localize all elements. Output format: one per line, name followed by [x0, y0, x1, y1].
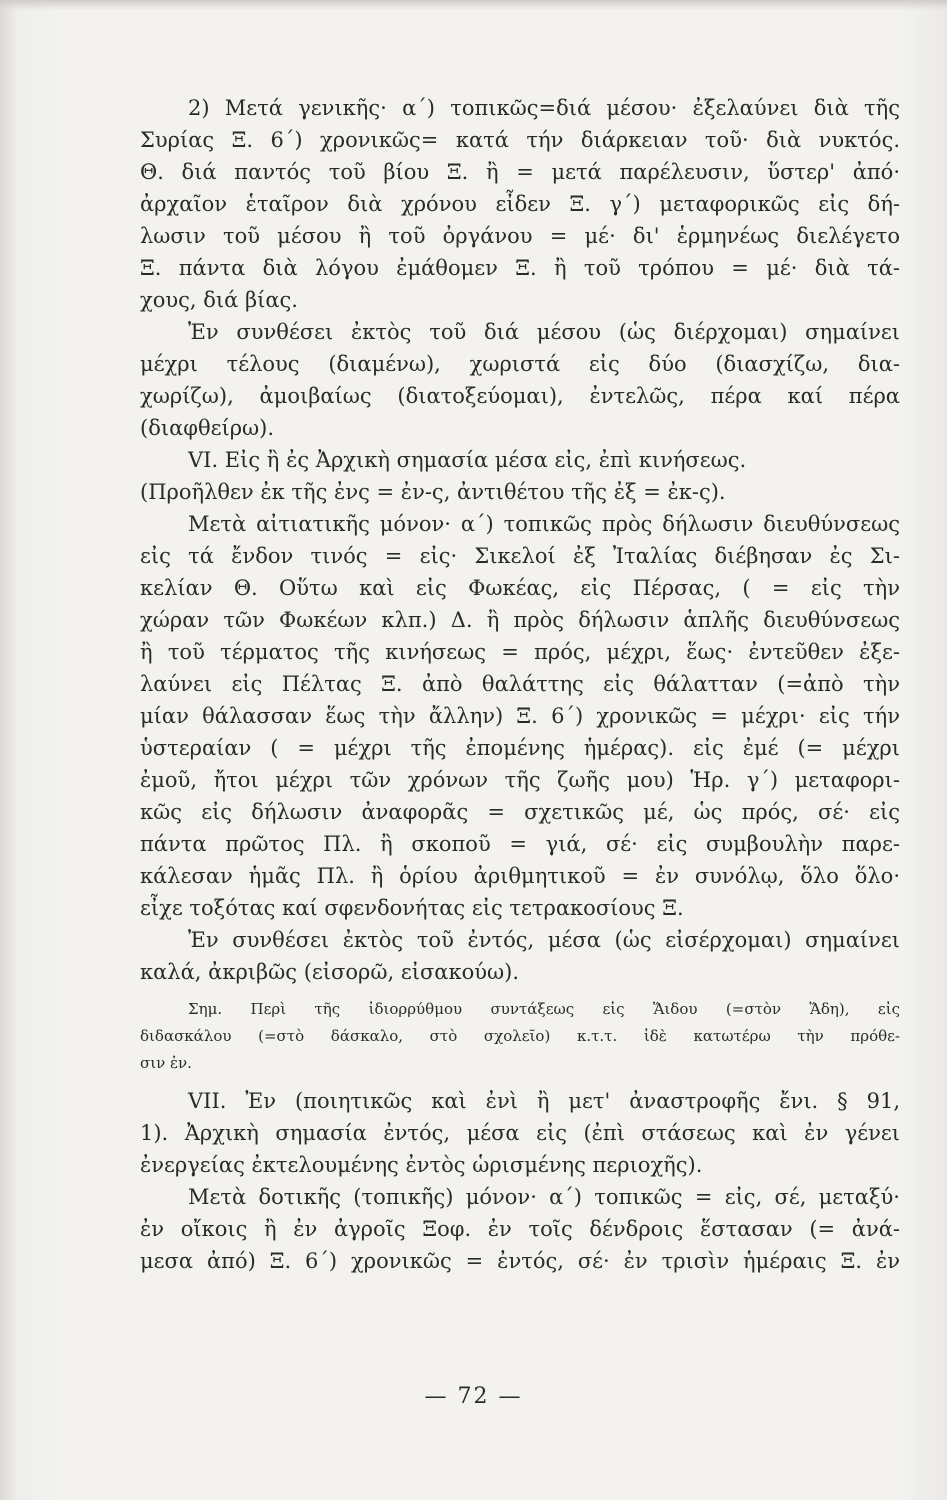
text-line: πάντα πρῶτος Πλ. ἢ σκοποῦ = γιά, σέ· εἰς συμβουλὴν παρε- [140, 832, 900, 856]
text-line: Ξ. πάντα διὰ λόγου ἐμάθομεν Ξ. ἢ τοῦ τρόπου = μέ· διὰ τά- [140, 256, 900, 280]
page-body [140, 92, 900, 1277]
text-line: λωσιν τοῦ μέσου ἢ τοῦ ὀργάνου = μέ· δι' ἑρμηνέως διελέγετο [140, 224, 900, 248]
text-line: (Προῆλθεν ἐκ τῆς ἐνς = ἐν-ς, ἀντιθέτου τῆς ἐξ = ἐκ-ς). [140, 480, 726, 504]
text-line: 1). Ἀρχικὴ σημασία ἐντός, μέσα εἰς (ἐπὶ στάσεως καὶ ἐν γένει [140, 1121, 900, 1145]
text-line: 2) Μετά γενικῆς· α΄) τοπικῶς=διά μέσου· ἐξελαύνει διὰ τῆς [188, 96, 900, 120]
text-line: μέχρι τέλους (διαμένω), χωριστά εἰς δύο (διασχίζω, δια- [140, 352, 900, 376]
text-line: κάλεσαν ἡμᾶς Πλ. ἢ ὁρίου ἀριθμητικοῦ = ἐν συνόλῳ, ὅλο ὅλο· [140, 864, 900, 888]
note-line: σιν ἐν. [140, 1054, 192, 1072]
text-line: Θ. διά παντός τοῦ βίου Ξ. ἢ = μετά παρέλευσιν, ὕστερ' ἀπό· [140, 160, 900, 184]
text-line: ἐν οἴκοις ἢ ἐν ἀγροῖς Ξοφ. ἐν τοῖς δένδροις ἕστασαν (= ἀνά- [140, 1217, 900, 1241]
page-top-edge [0, 0, 947, 10]
text-line: χώραν τῶν Φωκέων κλπ.) Δ. ἢ πρὸς δήλωσιν ἁπλῆς διευθύνσεως [140, 608, 900, 632]
text-line: ἀρχαῖον ἑταῖρον διὰ χρόνου εἶδεν Ξ. γ΄) μεταφορικῶς εἰς δή- [140, 192, 900, 216]
text-line: χους, διά βίας. [140, 288, 298, 312]
note-line: Σημ. Περὶ τῆς ἰδιορρύθμου συντάξεως εἰς Ἅιδου (=στὸν Ἅδη), εἰς [188, 1000, 900, 1018]
text-line: ἐνεργείας ἐκτελουμένης ἐντὸς ὡρισμένης περιοχῆς). [140, 1153, 703, 1177]
text-line: κελίαν Θ. Οὕτω καὶ εἰς Φωκέας, εἰς Πέρσας, ( = εἰς τὴν [140, 576, 900, 600]
text-line: Μετὰ αἰτιατικῆς μόνον· α΄) τοπικῶς πρὸς δήλωσιν διευθύνσεως [188, 512, 900, 536]
note-line: διδασκάλου (=στὸ δάσκαλο, στὸ σχολεῖο) κ.τ.τ. ἰδὲ κατωτέρω τὴν πρόθε- [140, 1027, 900, 1045]
text-line: ἢ τοῦ τέρματος τῆς κινήσεως = πρός, μέχρι, ἕως· ἐντεῦθεν ἐξε- [140, 640, 900, 664]
text-line: Μετὰ δοτικῆς (τοπικῆς) μόνον· α΄) τοπικῶς = εἰς, σέ, μεταξύ· [188, 1185, 900, 1209]
footnote [140, 996, 900, 1077]
text-line: Ἐν συνθέσει ἐκτὸς τοῦ ἐντός, μέσα (ὡς εἰσέρχομαι) σημαίνει [188, 928, 900, 952]
text-line: καλά, ἀκριβῶς (εἰσορῶ, εἰσακούω). [140, 960, 519, 984]
text-line: μίαν θάλασσαν ἕως τὴν ἄλλην) Ξ. 6΄) χρονικῶς = μέχρι· εἰς τήν [140, 704, 900, 728]
text-line: Ἐν συνθέσει ἐκτὸς τοῦ διά μέσου (ὡς διέρχομαι) σημαίνει [188, 320, 900, 344]
section-heading-vi: VI. Εἰς ἢ ἐς Ἀρχικὴ σημασία μέσα εἰς, ἐπὶ κινήσεως. [188, 448, 747, 472]
text-line: Συρίας Ξ. 6΄) χρονικῶς= κατά τήν διάρκειαν τοῦ· διὰ νυκτός. [140, 128, 900, 152]
text-line: χωρίζω), ἀμοιβαίως (διατοξεύομαι), ἐντελῶς, πέρα καί πέρα [140, 384, 900, 408]
text-line: ὑστεραίαν ( = μέχρι τῆς ἐπομένης ἡμέρας). εἰς ἐμέ (= μέχρι [140, 736, 900, 760]
text-line: εἶχε τοξότας καί σφενδονήτας εἰς τετρακοσίους Ξ. [140, 896, 684, 920]
page-number: — 72 — [424, 1384, 523, 1409]
text-line: ἐμοῦ, ἤτοι μέχρι τῶν χρόνων τῆς ζωῆς μου) Ἡρ. γ΄) μεταφορι- [140, 768, 900, 792]
text-line: λαύνει εἰς Πέλτας Ξ. ἀπὸ θαλάττης εἰς θάλατταν (=ἀπὸ τὴν [140, 672, 900, 696]
text-line: εἰς τά ἔνδον τινός = εἰς· Σικελοί ἐξ Ἰταλίας διέβησαν ἐς Σι- [140, 544, 900, 568]
text-line: (διαφθείρω). [140, 416, 275, 440]
section-heading-vii: VII. Ἐν (ποιητικῶς καὶ ἐνὶ ἢ μετ' ἀναστροφῆς ἔνι. § 91, [188, 1089, 900, 1113]
text-line: κῶς εἰς δήλωσιν ἀναφορᾶς = σχετικῶς μέ, ὡς πρός, σέ· εἰς [140, 800, 900, 824]
text-line: μεσα ἀπό) Ξ. 6΄) χρονικῶς = ἐντός, σέ· ἐν τρισὶν ἡμέραις Ξ. ἐν [140, 1249, 900, 1273]
